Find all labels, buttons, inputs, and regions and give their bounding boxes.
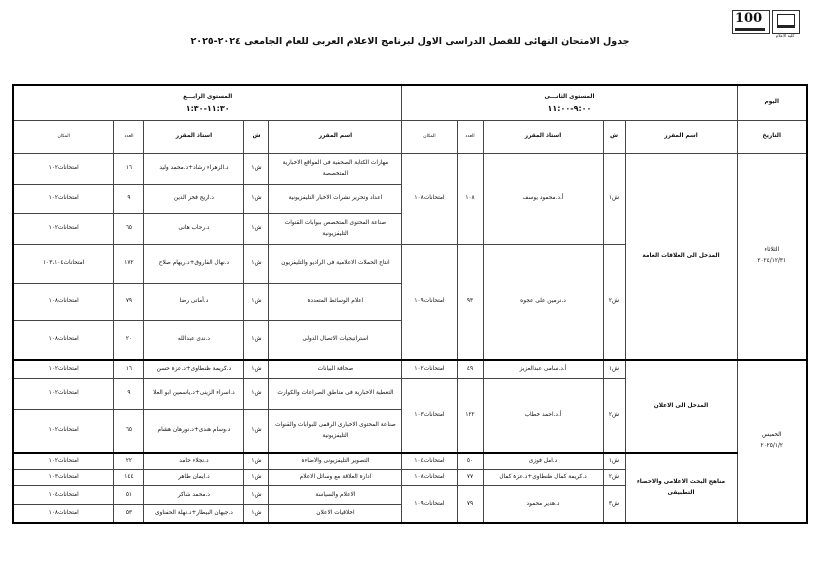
l4-instructor-cell: د.محمد شاكر [144, 486, 244, 505]
l4-room-cell: امتحانات١٠٢ [13, 153, 114, 184]
l2-count-cell: ٧٩ [457, 486, 483, 523]
l4-room-cell: امتحانات١٠٢ [13, 378, 114, 409]
l2-instructor-cell: أ.د.احمد خطاب [483, 378, 603, 452]
day-date: ٢٠٢٥/١/٢ [760, 443, 784, 450]
l4-section-cell: ش١ [244, 283, 269, 320]
l2-count-cell: ١٠٨ [457, 153, 483, 244]
logo-bar [735, 28, 765, 31]
day-name: الخميس [761, 432, 782, 439]
l4-instructor-cell: د.ايمان طاهر [144, 469, 244, 486]
l4-section-cell: ش١ [244, 244, 269, 283]
table-row [13, 360, 807, 379]
l2-instructor-cell: د.كريمة كمال ظنطاوى+د.عزة كمال [483, 469, 603, 486]
l2-count-header: العدد [457, 120, 483, 153]
l4-room-cell: امتحانات١٠٨ [13, 504, 114, 523]
l4-section-cell: ش١ [244, 469, 269, 486]
l4-section-cell: ش١ [244, 360, 269, 379]
l4-count-cell: ٩ [114, 184, 144, 213]
l2-instructor-cell: د.امل فوزى [483, 453, 603, 470]
date-header: التاريخ [737, 120, 807, 153]
l4-count-cell: ٢٢ [114, 453, 144, 470]
l4-room-cell: امتحانات١٠٢ [13, 360, 114, 379]
l4-instructor-cell: د.اريج فخر الدين [144, 184, 244, 213]
l2-course-header: اسم المقرر [625, 120, 737, 153]
l4-section-cell: ش١ [244, 504, 269, 523]
l4-course-cell: استراتيجيات الاتصال الدولى [269, 320, 402, 359]
l2-instructor-cell: أ.د.محمود يوسف [483, 153, 603, 244]
l4-course-cell: اعلام الوسائط المتعددة [269, 283, 402, 320]
l2-instructor-cell: أ.د.سامى عبدالعزيز [483, 360, 603, 379]
day-date: ٢٠٢٤/١٢/٣١ [757, 258, 787, 265]
l2-room-cell: امتحانات١٠٨ [402, 469, 457, 486]
thursday-date-cell [737, 360, 807, 523]
l2-count-cell: ١٢٢ [457, 378, 483, 452]
l2-course-cell: مناهج البحث الاعلامى والاحصاء التطبيقى [625, 453, 737, 523]
l2-room-cell: امتحانات١٠٢ [402, 360, 457, 379]
l4-count-cell: ٥١ [114, 486, 144, 505]
l2-section-cell: ش٢ [603, 244, 625, 360]
l4-count-cell: ٩ [114, 378, 144, 409]
l4-room-cell: امتحانات١٠٢ [13, 409, 114, 452]
exam-schedule-table [12, 84, 808, 524]
l4-section-cell: ش١ [244, 409, 269, 452]
l2-count-cell: ٧٧ [457, 469, 483, 486]
page-title: جدول الامتحان النهائى للفصل الدراسى الاول لبرنامج الاعلام العربى للعام الجامعى ٢٠٢٤-٢٠٢٥ [190, 36, 630, 47]
l4-course-cell: ادارة العلاقة مع وسائل الاعلام [269, 469, 402, 486]
l2-count-cell: ٩٣ [457, 244, 483, 360]
l4-course-cell: انتاج الحملات الاعلامية فى الراديو والتليفزيون [269, 244, 402, 283]
l4-course-cell: صناعة المحتوى الاخبارى الرقمى للبوابات والقنوات التليفزيونية [269, 409, 402, 452]
l2-count-cell: ٤٩ [457, 360, 483, 379]
day-name: الثلاثاء [764, 247, 780, 254]
table-row [13, 153, 807, 184]
l4-instructor-cell: د.اسراء الزينى+د.ياسمين ابو العلا [144, 378, 244, 409]
level-two-time: ٩:٠٠-١١:٠٠ [547, 103, 592, 113]
table-row [13, 453, 807, 470]
l4-count-header: العدد [114, 120, 144, 153]
l4-room-cell: امتحانات١٠٢ [13, 184, 114, 213]
l2-section-cell: ش٢ [603, 378, 625, 452]
l2-instructor-cell: د.نرمين على عجوه [483, 244, 603, 360]
l2-instructor-cell: د.هدير محمود [483, 486, 603, 523]
l4-count-cell: ٦٥ [114, 213, 144, 244]
l4-section-cell: ش١ [244, 213, 269, 244]
level-four-header [13, 85, 402, 120]
l4-section-cell: ش١ [244, 153, 269, 184]
l4-room-header: المكان [13, 120, 114, 153]
l2-room-cell: امتحانات١٠٩ [402, 486, 457, 523]
l2-section-cell: ش١ [603, 153, 625, 244]
l2-course-cell: المدخل الى العلاقات العامة [625, 153, 737, 360]
l4-section-cell: ش١ [244, 320, 269, 359]
l2-section-header: ش [603, 120, 625, 153]
l4-instructor-cell: د.الزهراء رشاد+د.محمد وليد [144, 153, 244, 184]
schedule-frame [14, 84, 808, 524]
l4-section-header: ش [244, 120, 269, 153]
l4-instructor-header: استاذ المقرر [144, 120, 244, 153]
l4-course-header: اسم المقرر [269, 120, 402, 153]
l4-count-cell: ٦٥ [114, 409, 144, 452]
l4-course-cell: مهارات الكتابة الصحفية فى المواقع الاخبارية المتخصصة [269, 153, 402, 184]
l4-course-cell: التصوير التليفزيونى والاضاءة [269, 453, 402, 470]
l4-room-cell: امتحانات١٠٨ [13, 283, 114, 320]
l4-instructor-cell: د.كريمة ظنطاوى+د.عزة حسن [144, 360, 244, 379]
l2-instructor-header: استاذ المقرر [483, 120, 603, 153]
l2-section-cell: ش١ [603, 360, 625, 379]
level-two-title: المستوى الثانـــى [544, 93, 595, 100]
l2-section-cell: ش٢ [603, 469, 625, 486]
l2-room-cell: امتحانات١٠٤ [402, 453, 457, 470]
faculty-logo [772, 10, 800, 34]
anniversary-logo [732, 10, 770, 34]
l2-room-cell: امتحانات١٠٩ [402, 244, 457, 360]
anniversary-number: 100 [735, 11, 763, 26]
l4-section-cell: ش١ [244, 486, 269, 505]
l4-room-cell: امتحانات١٠٣ [13, 469, 114, 486]
l4-count-cell: ١٦ [114, 153, 144, 184]
l4-instructor-cell: د.ندى عبدالله [144, 320, 244, 359]
header-logos [732, 10, 802, 38]
l4-section-cell: ش١ [244, 378, 269, 409]
l4-room-cell: امتحانات١٠٣،١٠٤ [13, 244, 114, 283]
l4-count-cell: ٢٠ [114, 320, 144, 359]
l4-count-cell: ٥٣ [114, 504, 144, 523]
l4-course-cell: اعداد وتحرير نشرات الاخبار التليفزيونية [269, 184, 402, 213]
l4-count-cell: ٧٩ [114, 283, 144, 320]
l2-course-cell: المدخل الى الاعلان [625, 360, 737, 453]
l2-count-cell: ٥٠ [457, 453, 483, 470]
l4-count-cell: ١٧٢ [114, 244, 144, 283]
tuesday-date-cell [737, 153, 807, 360]
l4-course-cell: صحافة البيانات [269, 360, 402, 379]
l4-instructor-cell: د.رحاب هانى [144, 213, 244, 244]
faculty-logo-caption: كلية الاعلام [775, 33, 795, 38]
building-icon [777, 14, 795, 28]
l2-room-cell: امتحانات١٠٣ [402, 378, 457, 452]
l2-section-cell: ش٣ [603, 486, 625, 523]
level-two-header [402, 85, 737, 120]
l2-section-cell: ش١ [603, 453, 625, 470]
l4-section-cell: ش١ [244, 453, 269, 470]
l2-room-header: المكان [402, 120, 457, 153]
level-four-time: ١١:٣٠-١:٣٠ [185, 103, 230, 113]
l4-course-cell: اخلاقيات الاعلان [269, 504, 402, 523]
l4-course-cell: التغطية الاخبارية فى مناطق الصراعات والكوارث [269, 378, 402, 409]
l4-instructor-cell: د.نجلاء حامد [144, 453, 244, 470]
l4-count-cell: ١٤٤ [114, 469, 144, 486]
l4-instructor-cell: د.أمانى رضا [144, 283, 244, 320]
l4-room-cell: امتحانات١٠٨ [13, 320, 114, 359]
l4-instructor-cell: د.نهال الفاروق+د.ريهام صلاح [144, 244, 244, 283]
l4-course-cell: الاعلام والسياسة [269, 486, 402, 505]
l4-count-cell: ١٦ [114, 360, 144, 379]
l4-room-cell: امتحانات١٠٤ [13, 486, 114, 505]
l4-room-cell: امتحانات١٠٢ [13, 213, 114, 244]
l4-room-cell: امتحانات١٠٢ [13, 453, 114, 470]
l4-instructor-cell: د.وسام هندى+د.نورهان هشام [144, 409, 244, 452]
level-four-title: المستوى الرابـــع [183, 93, 233, 100]
day-header: اليوم [737, 85, 807, 120]
l4-instructor-cell: د.جيهان البيطار+د.نهلة الحفناوى [144, 504, 244, 523]
l4-section-cell: ش١ [244, 184, 269, 213]
l2-room-cell: امتحانات١٠٨ [402, 153, 457, 244]
l4-course-cell: صناعة المحتوى المتخصص ببوابات القنوات التليفزيونية [269, 213, 402, 244]
